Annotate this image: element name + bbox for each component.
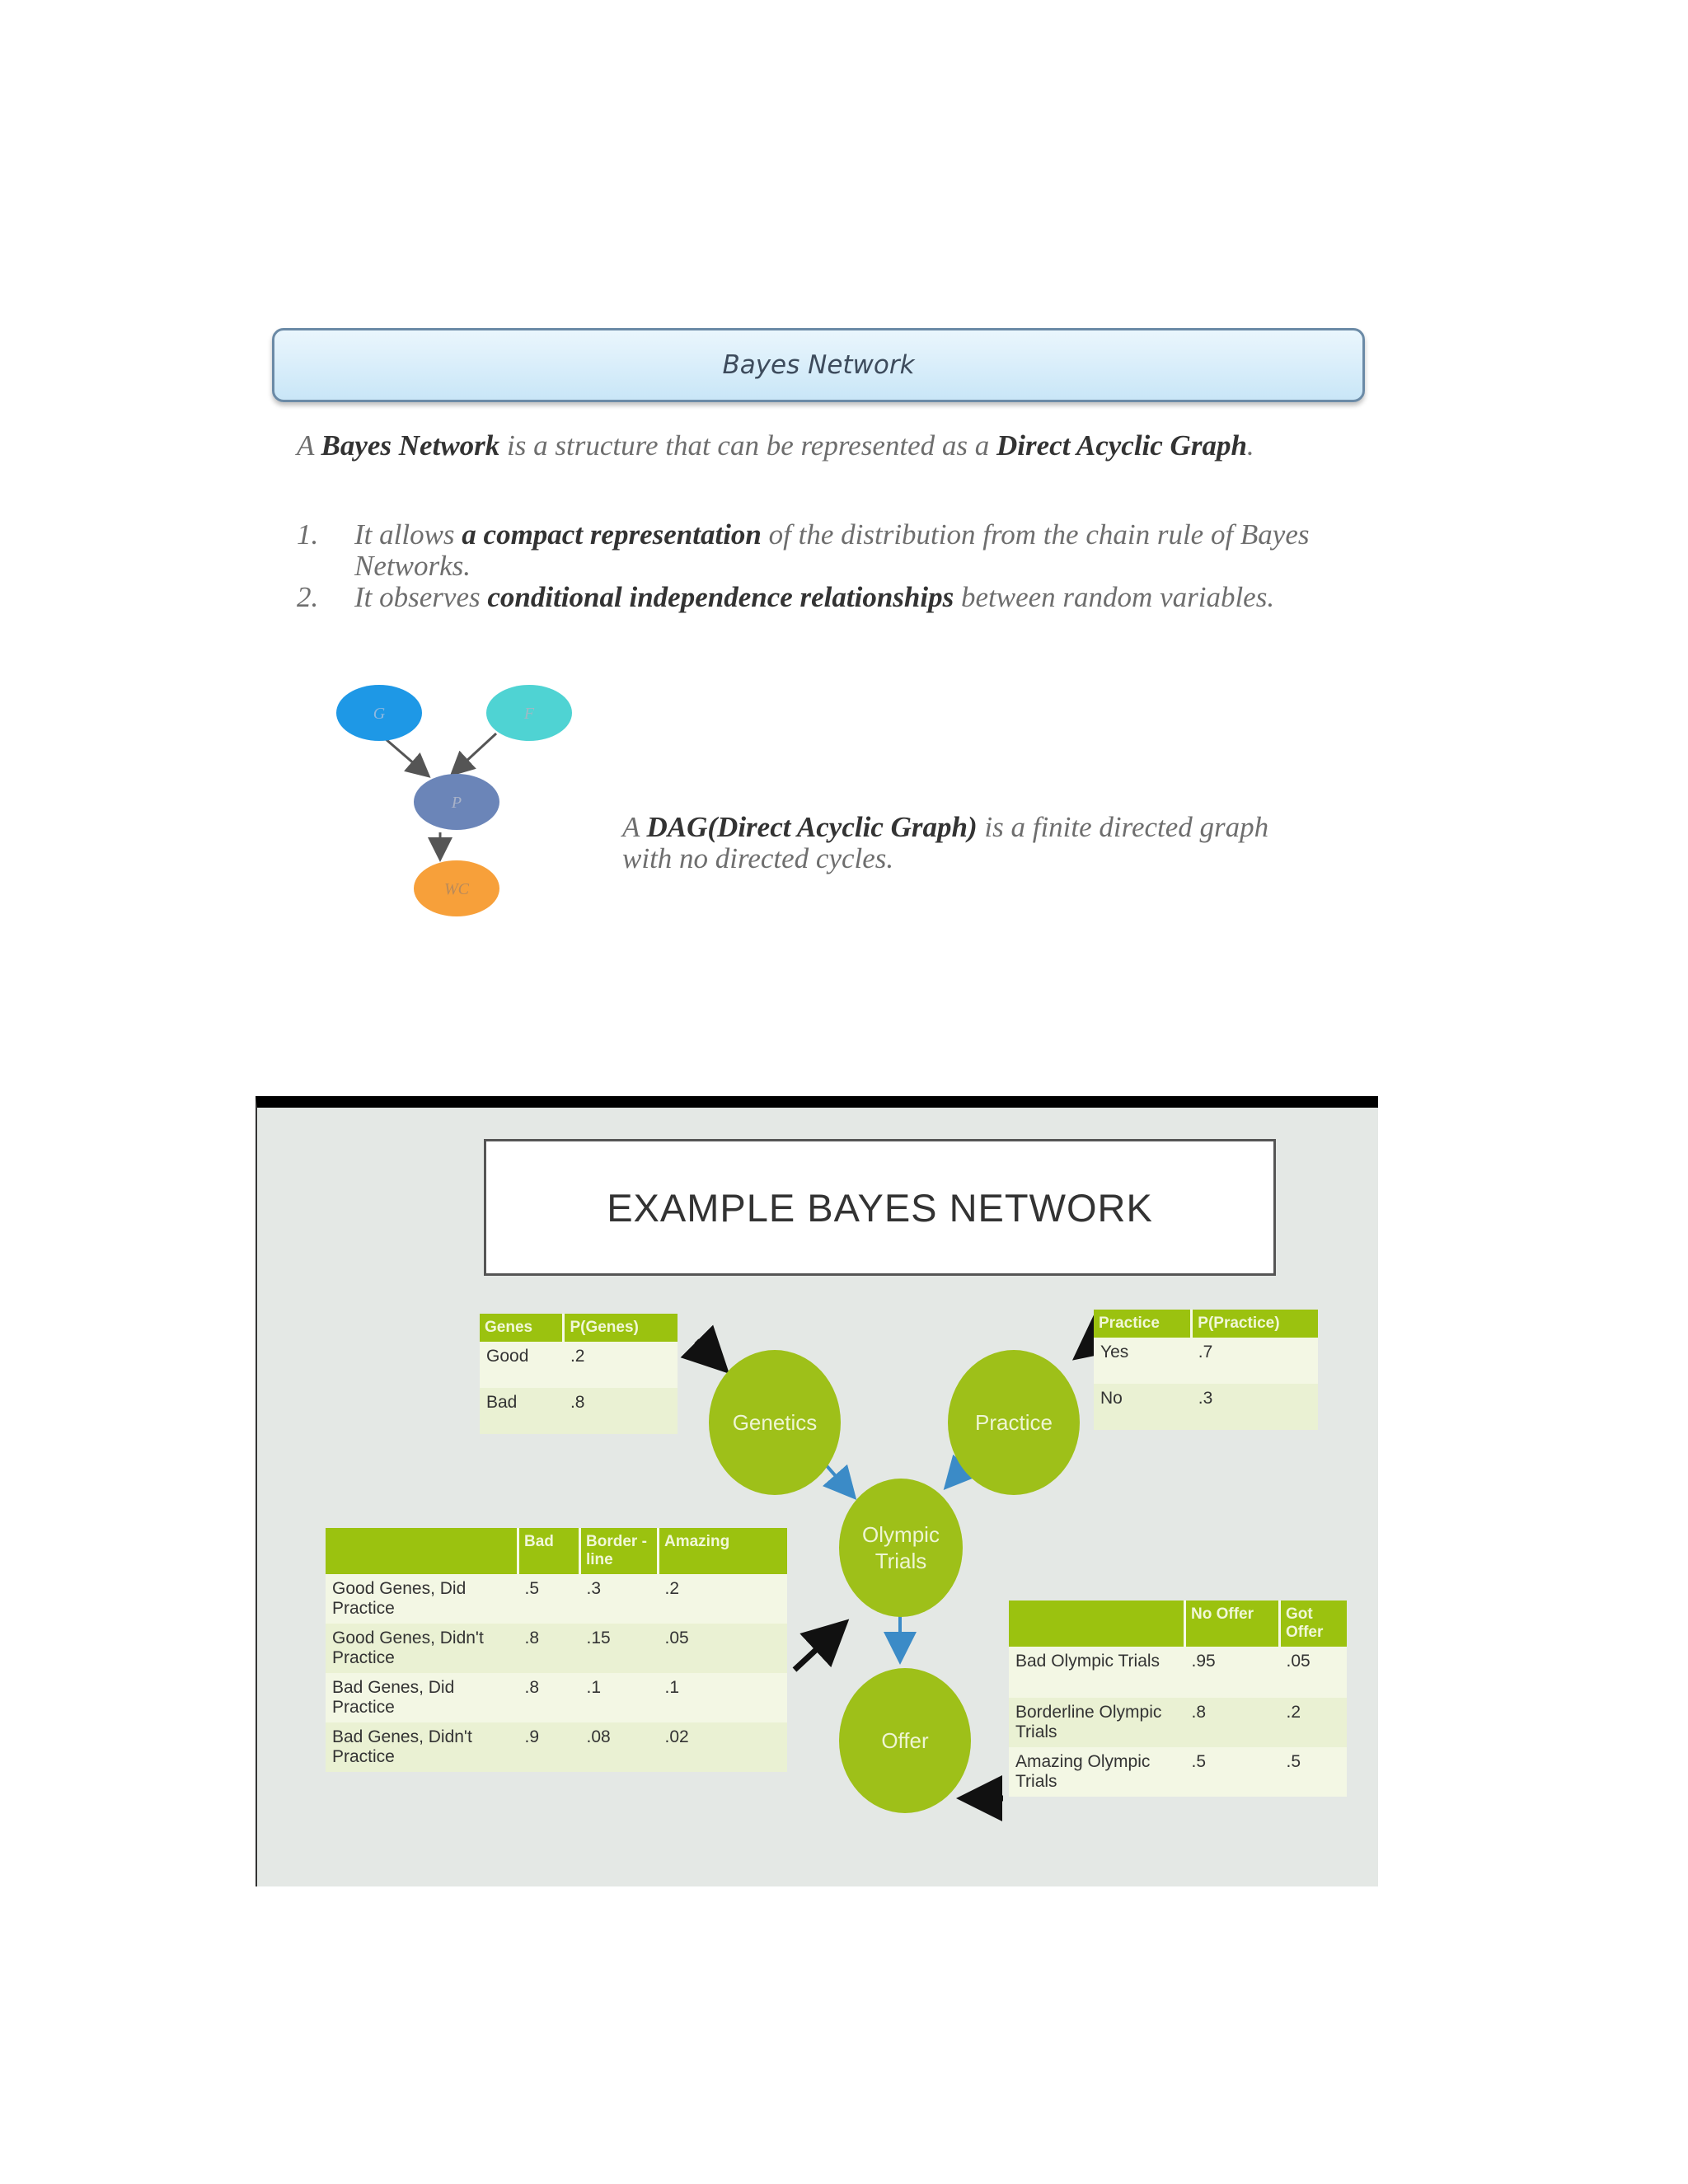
table-header — [326, 1528, 518, 1574]
table-cell: .05 — [659, 1624, 788, 1673]
example-title: EXAMPLE BAYES NETWORK — [607, 1185, 1153, 1230]
table-row — [1094, 1384, 1318, 1430]
table-row — [1009, 1747, 1347, 1797]
list-text-bold: conditional independence relationships — [487, 581, 954, 613]
practice-table — [1094, 1310, 1318, 1430]
table-cell: .95 — [1185, 1647, 1280, 1698]
table-cell: .5 — [1280, 1747, 1348, 1797]
list-text-pre: It allows — [354, 518, 462, 551]
table-cell: .2 — [564, 1342, 678, 1388]
table-header: Border -line — [580, 1528, 659, 1574]
node-offer — [839, 1668, 971, 1813]
table-cell: .1 — [580, 1673, 659, 1722]
slide1-title: Bayes Network — [722, 350, 915, 380]
table-cell: Good Genes, Did Practice — [326, 1574, 518, 1624]
table-cell: .3 — [1192, 1384, 1318, 1430]
list-number: 2. — [297, 581, 319, 613]
table-cell: Bad Olympic Trials — [1009, 1647, 1185, 1698]
table-cell: .5 — [518, 1574, 580, 1624]
table-cell: Bad Genes, Did Practice — [326, 1673, 518, 1722]
table-cell: Good — [480, 1342, 564, 1388]
intro-bold-1: Bayes Network — [321, 429, 500, 462]
table-cell: .08 — [580, 1722, 659, 1772]
list-text-post: of the distribution from the chain rule of Bayes Networks. — [354, 518, 1310, 582]
offer-table — [1009, 1601, 1347, 1797]
table-row — [1009, 1698, 1347, 1747]
list-item — [297, 582, 1368, 613]
intro-paragraph — [297, 430, 1327, 462]
table-cell: .5 — [1185, 1747, 1280, 1797]
intro-text-2: is a structure that can be represented as a — [499, 429, 996, 462]
node-genetics — [709, 1350, 841, 1495]
table-cell: Yes — [1094, 1338, 1192, 1384]
table-header: Amazing — [659, 1528, 788, 1574]
table-cell: Amazing Olympic Trials — [1009, 1747, 1185, 1797]
table-cell: .8 — [518, 1673, 580, 1722]
node-practice-label: Practice — [975, 1410, 1053, 1435]
table-cell: .02 — [659, 1722, 788, 1772]
table-cell: .15 — [580, 1624, 659, 1673]
list-text-post: between random variables. — [954, 581, 1275, 613]
table-cell: .8 — [1185, 1698, 1280, 1747]
table-row — [326, 1722, 787, 1772]
table-cell: .1 — [659, 1673, 788, 1722]
list-number: 1. — [297, 518, 319, 551]
node-olympic-trials — [839, 1479, 963, 1617]
dag-text-2: is a finite directed graph with no directed cycles. — [622, 811, 1269, 874]
table-header — [1009, 1601, 1185, 1647]
table-row — [326, 1673, 787, 1722]
table-cell: Good Genes, Didn't Practice — [326, 1624, 518, 1673]
node-practice — [948, 1350, 1080, 1495]
genes-table — [480, 1314, 678, 1434]
intro-text-1: A — [297, 429, 321, 462]
table-header: P(Genes) — [564, 1314, 678, 1342]
list-text-bold: a compact representation — [462, 518, 762, 551]
edge-f-p — [453, 733, 496, 773]
table-header: Got Offer — [1280, 1601, 1348, 1647]
node-olympic-label: Olympic Trials — [862, 1522, 940, 1573]
table-cell: .2 — [1280, 1698, 1348, 1747]
table-row — [1009, 1647, 1347, 1698]
table-row — [326, 1624, 787, 1673]
table-cell: .2 — [659, 1574, 788, 1624]
table-header: Genes — [480, 1314, 564, 1342]
dag-text-bold: DAG(Direct Acyclic Graph) — [646, 811, 978, 843]
table-cell: .3 — [580, 1574, 659, 1624]
dag-diagram — [321, 676, 602, 931]
table-header: Bad — [518, 1528, 580, 1574]
table-row — [480, 1388, 678, 1434]
slide1-title-bar — [272, 328, 1365, 402]
table-cell: .8 — [518, 1624, 580, 1673]
olympic-trials-table — [326, 1528, 787, 1772]
node-offer-label: Offer — [881, 1728, 929, 1753]
table-header: Practice — [1094, 1310, 1192, 1338]
dag-label-g: G — [373, 705, 386, 723]
table-cell: .05 — [1280, 1647, 1348, 1698]
table-row — [480, 1342, 678, 1388]
dag-label-p: P — [451, 794, 462, 812]
list-item — [297, 519, 1368, 582]
arrow-genes-table — [696, 1341, 721, 1366]
property-list — [297, 519, 1368, 613]
table-header: P(Practice) — [1192, 1310, 1318, 1338]
intro-text-3: . — [1246, 429, 1254, 462]
table-cell: Borderline Olympic Trials — [1009, 1698, 1185, 1747]
table-header: No Offer — [1185, 1601, 1280, 1647]
dag-label-wc: WC — [444, 880, 469, 898]
table-cell: .9 — [518, 1722, 580, 1772]
arrow-trials-table — [795, 1627, 841, 1670]
table-cell: Bad Genes, Didn't Practice — [326, 1722, 518, 1772]
list-text-pre: It observes — [354, 581, 488, 613]
table-row — [326, 1574, 787, 1624]
example-slide — [256, 1096, 1378, 1886]
table-row — [1094, 1338, 1318, 1384]
dag-definition — [622, 812, 1282, 874]
dag-label-f: F — [523, 705, 535, 723]
table-cell: Bad — [480, 1388, 564, 1434]
dag-text-1: A — [622, 811, 647, 843]
table-cell: .7 — [1192, 1338, 1318, 1384]
table-cell: .8 — [564, 1388, 678, 1434]
node-genetics-label: Genetics — [732, 1410, 818, 1435]
table-cell: No — [1094, 1384, 1192, 1430]
intro-bold-2: Direct Acyclic Graph — [996, 429, 1247, 462]
